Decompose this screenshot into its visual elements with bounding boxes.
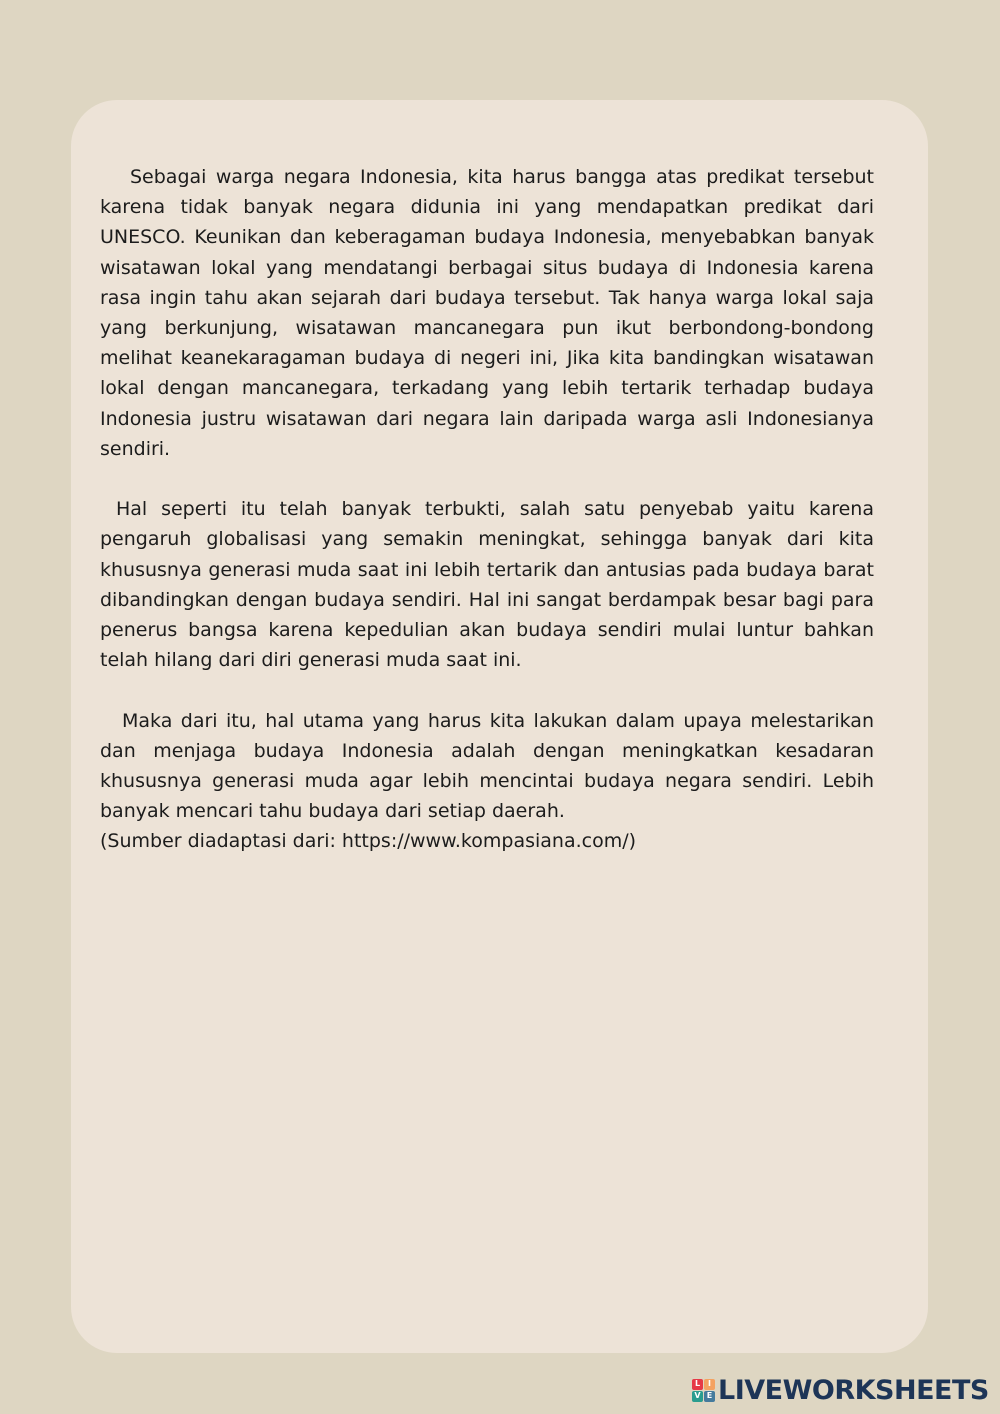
liveworksheets-logo[interactable] [692,1374,989,1406]
logo-letter-i: I [704,1379,715,1390]
logo-letter-v: V [692,1391,703,1402]
paragraph-1: Sebagai warga negara Indonesia, kita harus bangga atas predikat tersebut karena tidak banyak negara didunia ini yang mendapatkan predikat dari UNESCO. Keunikan dan keberagaman budaya Indonesia, menyebabkan banyak wisatawan lokal yang mendatangi berbagai situs budaya di Indonesia karena rasa ingin tahu akan sejarah dari budaya tersebut. Tak hanya warga lokal saja yang berkunjung, wisatawan mancanegara pun ikut berbondong-bondong melihat keanekaragaman budaya di negeri ini, Jika kita bandingkan wisatawan lokal dengan mancanegara, terkadang yang lebih tertarik terhadap budaya Indonesia justru wisatawan dari negara lain daripada warga asli Indonesianya sendiri. [100,166,874,460]
source-citation: (Sumber diadaptasi dari: https://www.kompasiana.com/) [100,830,637,853]
logo-mark-icon [692,1379,715,1402]
paragraph-2: Hal seperti itu telah banyak terbukti, salah satu penyebab yaitu karena pengaruh globalisasi yang semakin meningkat, sehingga banyak dari kita khususnya generasi muda saat ini lebih tertarik dan antusias pada budaya barat dibandingkan dengan budaya sendiri. Hal ini sangat berdampak besar bagi para penerus bangsa karena kepedulian akan budaya sendiri mulai luntur bahkan telah hilang dari diri generasi muda saat ini. [100,498,874,672]
logo-letter-l: L [692,1379,703,1390]
document-body [100,162,874,857]
logo-letter-e: E [704,1391,715,1402]
paragraph-3: Maka dari itu, hal utama yang harus kita lakukan dalam upaya melestarikan dan menjaga budaya Indonesia adalah dengan meningkatkan kesadaran khususnya generasi muda agar lebih mencintai budaya negara sendiri. Lebih banyak mencari tahu budaya dari setiap daerah. [100,709,874,823]
logo-text: LIVEWORKSHEETS [718,1374,989,1406]
